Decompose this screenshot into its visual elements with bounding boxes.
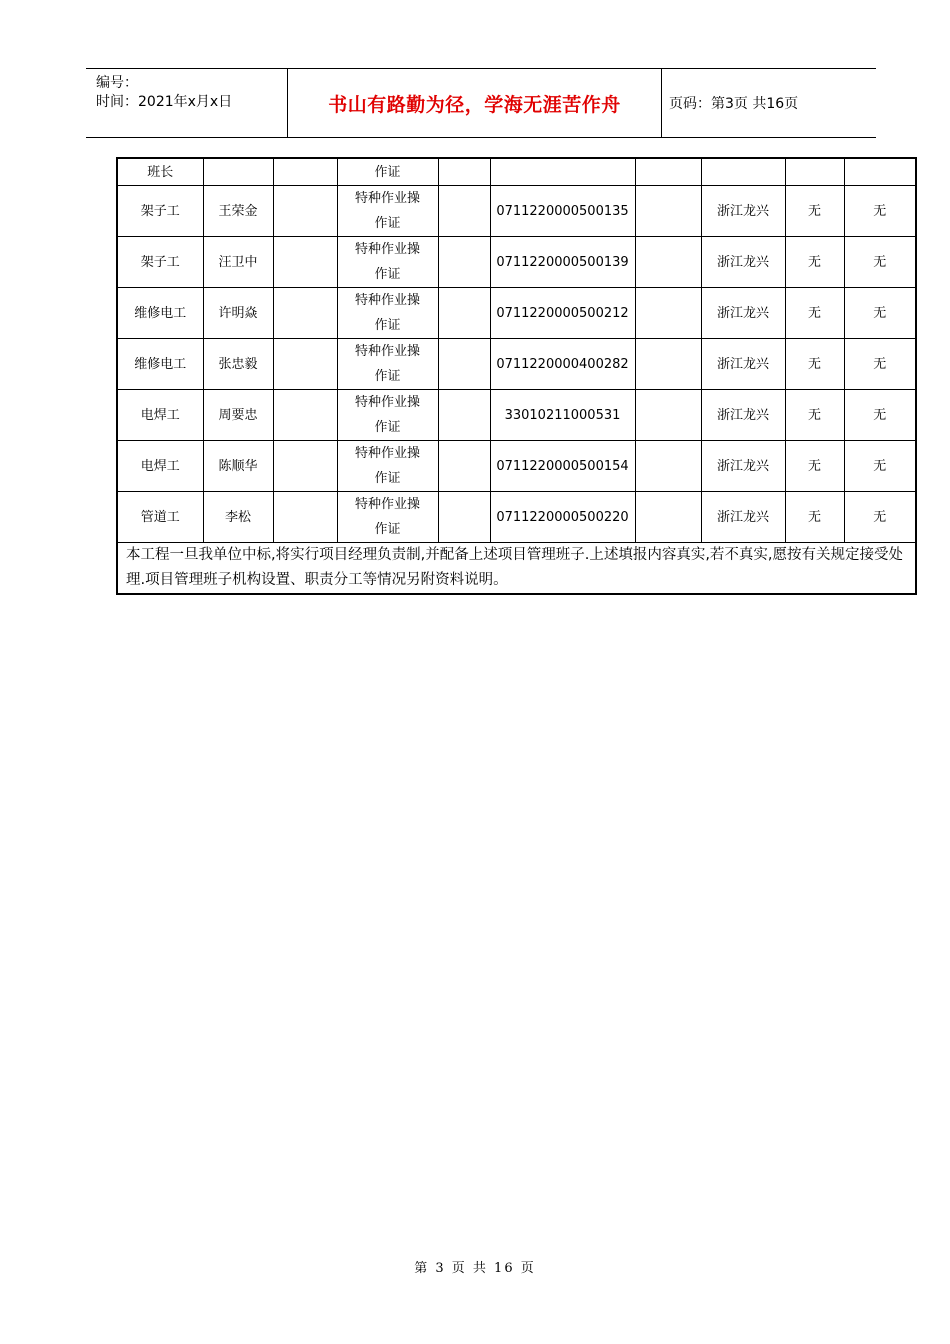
table-cell: 许明焱 xyxy=(203,288,273,339)
table-cell: 架子工 xyxy=(117,186,203,237)
table-cell: 无 xyxy=(844,237,916,288)
table-cell: 无 xyxy=(785,339,844,390)
table-cell: 张忠毅 xyxy=(203,339,273,390)
table-cell: 维修电工 xyxy=(117,339,203,390)
table-row xyxy=(117,186,916,237)
header-page-cell xyxy=(661,69,876,137)
date-label: 时间：2021年x月x日 xyxy=(96,94,233,110)
table-cell xyxy=(273,492,337,543)
table-cell xyxy=(635,441,701,492)
table-cell: 0711220000400282 xyxy=(490,339,635,390)
table-cell: 0711220000500154 xyxy=(490,441,635,492)
serial-label: 编号： xyxy=(96,75,138,91)
table-cell: 特种作业操 作证 xyxy=(337,237,438,288)
table-row xyxy=(117,339,916,390)
table-cell xyxy=(273,441,337,492)
table-cell: 特种作业操 作证 xyxy=(337,288,438,339)
table-cell: 浙江龙兴 xyxy=(701,390,785,441)
table-cell xyxy=(844,158,916,186)
table-cell: 无 xyxy=(785,390,844,441)
table-cell: 无 xyxy=(844,339,916,390)
header-page-number: 页码：第3页 共16页 xyxy=(669,96,799,112)
page-footer: 第 3 页 共 16 页 xyxy=(414,1261,536,1276)
table-cell: 无 xyxy=(785,186,844,237)
table-body xyxy=(117,158,916,594)
table-cell: 特种作业操 作证 xyxy=(337,441,438,492)
table-cell xyxy=(273,186,337,237)
table-cell xyxy=(635,186,701,237)
table-cell: 0711220000500139 xyxy=(490,237,635,288)
table-cell xyxy=(635,158,701,186)
declaration-note: 本工程一旦我单位中标,将实行项目经理负责制,并配备上述项目管理班子.上述填报内容真实,若不真实,愿按有关规定接受处理.项目管理班子机构设置、职责分工等情况另附资料说明。 xyxy=(117,543,916,595)
table-cell: 0711220000500212 xyxy=(490,288,635,339)
note-row xyxy=(117,543,916,595)
table-cell: 0711220000500220 xyxy=(490,492,635,543)
table-cell: 班长 xyxy=(117,158,203,186)
table-row xyxy=(117,288,916,339)
table-row xyxy=(117,158,916,186)
table-cell xyxy=(438,390,490,441)
table-cell: 无 xyxy=(844,492,916,543)
table-cell: 特种作业操 作证 xyxy=(337,186,438,237)
table-row xyxy=(117,390,916,441)
table-cell: 管道工 xyxy=(117,492,203,543)
table-cell: 李松 xyxy=(203,492,273,543)
page-header xyxy=(86,68,876,138)
table-cell: 陈顺华 xyxy=(203,441,273,492)
table-cell: 无 xyxy=(785,288,844,339)
personnel-table xyxy=(116,157,917,595)
table-cell: 无 xyxy=(844,390,916,441)
table-cell xyxy=(438,288,490,339)
table-cell xyxy=(438,237,490,288)
table-cell: 特种作业操 作证 xyxy=(337,492,438,543)
table-cell xyxy=(438,158,490,186)
table-cell: 电焊工 xyxy=(117,441,203,492)
table-cell: 无 xyxy=(785,441,844,492)
table-cell xyxy=(438,339,490,390)
table-cell: 特种作业操 作证 xyxy=(337,390,438,441)
table-cell xyxy=(438,186,490,237)
table-cell: 电焊工 xyxy=(117,390,203,441)
table-cell: 无 xyxy=(844,288,916,339)
table-cell: 作证 xyxy=(337,158,438,186)
table-cell xyxy=(635,288,701,339)
table-cell xyxy=(273,339,337,390)
table-cell: 浙江龙兴 xyxy=(701,237,785,288)
table-cell: 架子工 xyxy=(117,237,203,288)
table-cell xyxy=(635,339,701,390)
table-cell xyxy=(701,158,785,186)
table-cell xyxy=(438,441,490,492)
table-cell xyxy=(635,390,701,441)
table-cell: 浙江龙兴 xyxy=(701,186,785,237)
table-row xyxy=(117,237,916,288)
table-row xyxy=(117,492,916,543)
table-cell xyxy=(635,492,701,543)
motto-text: 书山有路勤为径，学海无涯苦作舟 xyxy=(328,93,621,116)
table-cell: 特种作业操 作证 xyxy=(337,339,438,390)
table-cell: 王荣金 xyxy=(203,186,273,237)
table-cell: 浙江龙兴 xyxy=(701,288,785,339)
table-cell xyxy=(203,158,273,186)
table-cell: 无 xyxy=(785,492,844,543)
table-cell xyxy=(635,237,701,288)
table-cell: 浙江龙兴 xyxy=(701,339,785,390)
table-cell xyxy=(273,158,337,186)
table-cell xyxy=(785,158,844,186)
table-cell xyxy=(438,492,490,543)
table-cell: 汪卫中 xyxy=(203,237,273,288)
header-motto-cell xyxy=(287,69,662,137)
header-left-cell xyxy=(86,69,287,137)
table-cell: 无 xyxy=(785,237,844,288)
table-cell: 浙江龙兴 xyxy=(701,441,785,492)
table-cell xyxy=(273,390,337,441)
table-cell: 维修电工 xyxy=(117,288,203,339)
table-cell: 无 xyxy=(844,441,916,492)
table-cell xyxy=(273,288,337,339)
table-cell: 浙江龙兴 xyxy=(701,492,785,543)
table-row xyxy=(117,441,916,492)
table-cell: 33010211000531 xyxy=(490,390,635,441)
table-cell: 无 xyxy=(844,186,916,237)
table-cell xyxy=(490,158,635,186)
table-cell xyxy=(273,237,337,288)
table-cell: 0711220000500135 xyxy=(490,186,635,237)
table-cell: 周要忠 xyxy=(203,390,273,441)
